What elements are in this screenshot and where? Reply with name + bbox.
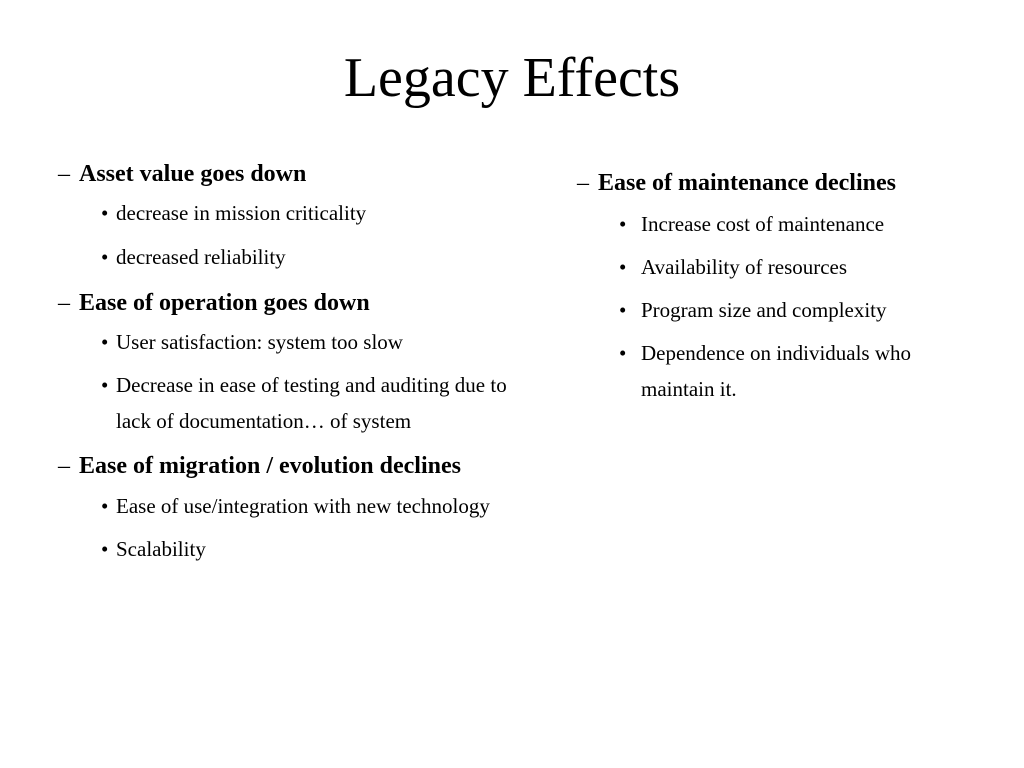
right-column (577, 163, 977, 414)
left-column (58, 154, 528, 574)
topic-items (577, 206, 977, 407)
list-item (101, 531, 528, 567)
topic-label: Ease of migration / evolution declines (79, 453, 461, 479)
list-item (619, 249, 977, 285)
slide-title: Legacy Effects (343, 47, 681, 109)
list-item (619, 335, 977, 407)
list-item (101, 324, 528, 360)
list-item (101, 195, 528, 231)
bullet-marker: • (101, 201, 109, 225)
list-item (101, 367, 528, 439)
topic-ease-of-operation (58, 283, 528, 439)
list-item-text: decreased reliability (116, 245, 286, 269)
bullet-marker: • (101, 537, 109, 561)
list-item (619, 206, 977, 242)
bullet-marker: • (101, 330, 109, 354)
bullet-marker: • (619, 212, 627, 236)
topic-ease-of-migration (58, 446, 528, 567)
list-item-text: decrease in mission criticality (116, 201, 367, 225)
list-item-text: Availability of resources (641, 255, 848, 279)
list-item-text: Ease of use/integration with new technology (116, 494, 490, 518)
list-item-text: Increase cost of maintenance (641, 212, 885, 236)
list-item (101, 488, 528, 524)
dash-marker: – (58, 161, 70, 187)
topic-label: Ease of operation goes down (79, 290, 370, 316)
bullet-marker: • (619, 298, 627, 322)
bullet-marker: • (101, 245, 109, 269)
dash-marker: – (577, 170, 589, 196)
topic-label: Asset value goes down (79, 161, 307, 187)
topic-ease-of-maintenance (577, 163, 977, 407)
dash-marker: – (58, 453, 70, 479)
list-item-text: User satisfaction: system too slow (116, 330, 403, 354)
list-item (101, 239, 528, 275)
topic-label: Ease of maintenance declines (598, 170, 896, 196)
list-item-text: Program size and complexity (641, 298, 887, 322)
topic-items (58, 488, 528, 567)
topic-items (58, 195, 528, 275)
topic-items (58, 324, 528, 439)
bullet-marker: • (101, 494, 109, 518)
bullet-marker: • (619, 255, 627, 279)
list-item (619, 292, 977, 328)
bullet-marker: • (101, 373, 109, 397)
list-item-text: Decrease in ease of testing and auditing due to lack of documentation… of system (116, 373, 507, 433)
topic-asset-value (58, 154, 528, 275)
bullet-marker: • (619, 341, 627, 365)
list-item-text: Dependence on individuals who maintain it. (641, 341, 912, 401)
list-item-text: Scalability (116, 537, 206, 561)
dash-marker: – (58, 290, 70, 316)
